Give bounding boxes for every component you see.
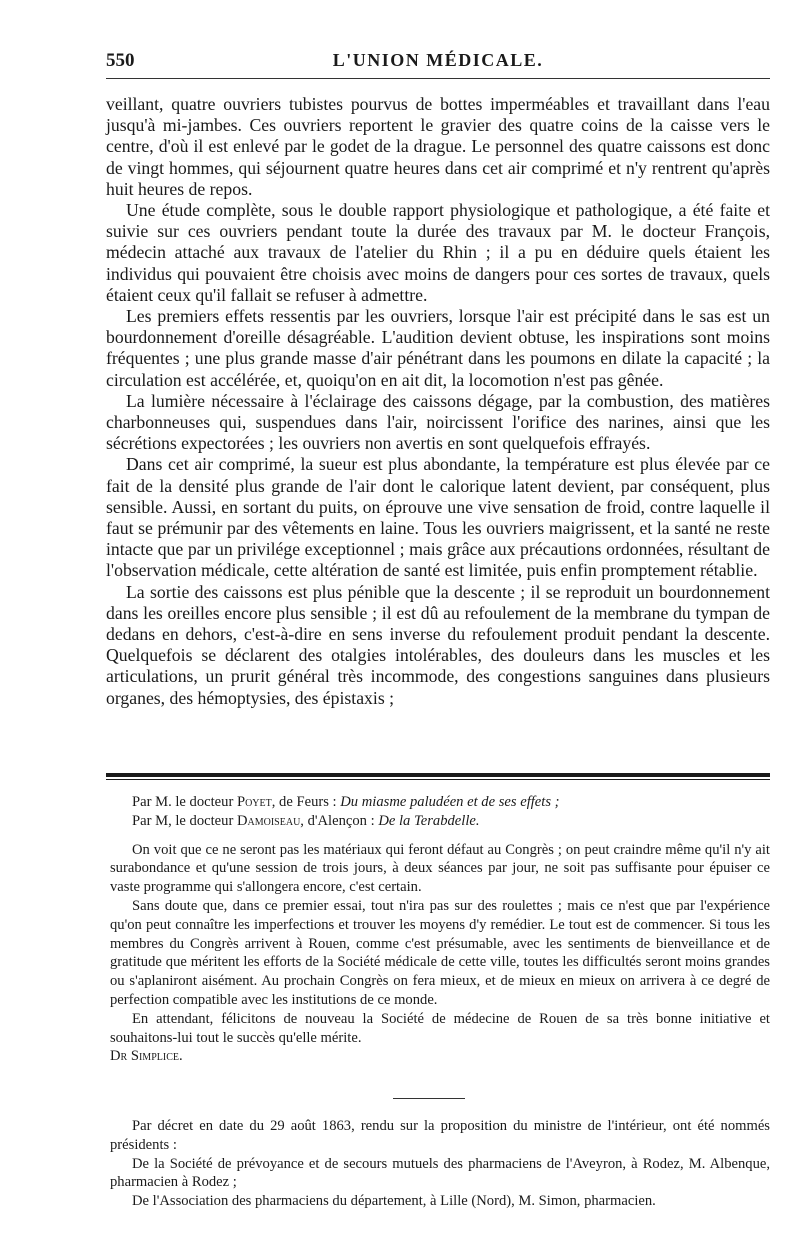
page-number: 550 — [106, 50, 135, 71]
notes-paragraph: Sans doute que, dans ce premier essai, tout n'ira pas sur des roulettes ; mais ce n'est que par l'expérience qu'on peut connaître les imperfections et trouver les moyens d'y remédier. Le tout est de commencer. Si tous les membres du Congrès arrivent à Rouen, comme c'est présumable, avec les sentiments de bienveillance et de gratitude que méritent les efforts de la Société médicale de cette ville, toutes les difficultés seront moins grandes ou s'aplaniront aisément. Au prochain Congrès on fera mieux, et de mieux en mieux on arrivera à ce degré de perfection compatible avec les institutions de ce monde. — [110, 897, 770, 1008]
header-rule — [106, 78, 770, 79]
decree-section — [110, 1117, 770, 1211]
author-name: Poyet — [236, 794, 272, 810]
paper-title: De la Terabdelle. — [378, 812, 480, 829]
paper-title: Du miasme paludéen et de ses effets ; — [340, 794, 560, 810]
separator-rule — [393, 1098, 465, 1099]
spacer — [110, 831, 770, 841]
main-paragraph: La lumière nécessaire à l'éclairage des caissons dégage, par la combustion, des matières charbonneuses qui, suspendues dans l'air, noircissent l'orifice des narines, ainsi que les sécrétions expectorées ; les ouvriers non avertis en sont quelquefois effrayés. — [106, 390, 770, 454]
decree-paragraph: De l'Association des pharmaciens du département, à Lille (Nord), M. Simon, pharmacien. — [132, 1193, 656, 1210]
journal-title: L'UNION MÉDICALE. — [332, 50, 544, 70]
main-article-text — [106, 94, 770, 709]
decree-paragraph: De la Société de prévoyance et de secours mutuels des pharmaciens de l'Aveyron, à Rodez, M. Albenque, pharmacien à Rodez ; — [110, 1155, 770, 1191]
author-name: Damoiseau — [236, 812, 301, 829]
section-rule-thick — [106, 773, 770, 777]
feuilleton-section — [110, 793, 770, 1066]
main-paragraph: Dans cet air comprimé, la sueur est plus abondante, la température est plus élevée par ce fait de la densité plus grande de l'air dont le calorique latent devient, par conséquent, plus sensible. Aussi, en sortant du puits, on éprouve une vive sensation de froid, contre laquelle il faut se prémunir par des vêtements en laine. Tous les ouvriers maigrissent, et la santé ne reste intacte que par un privilége exceptionnel ; mais grâce aux précautions ordonnées, résultant de l'observation médicale, cette altération de santé est limitée, puis enfin promptement rétablie. — [106, 454, 770, 581]
notes-paragraph: On voit que ce ne seront pas les matériaux qui feront défaut au Congrès ; on peut craindre même qu'il n'y ait surabondance et qu'une session de trois jours, à deux séances par jour, ne soit pas suffisante pour épuiser ce vaste programme qui s'allongera encore, c'est certain. — [110, 841, 770, 896]
signature: Dr Simplice. — [110, 1048, 183, 1065]
reference-line: Par M. le docteur Poyet, de Feurs : Du miasme paludéen et de ses effets ; — [132, 794, 560, 810]
running-head — [106, 50, 770, 74]
main-paragraph: La sortie des caissons est plus pénible que la descente ; il se reproduit un bourdonnement dans les oreilles encore plus sensible ; il est dû au refoulement de la membrane du tympan de dedans en dehors, c'est-à-dire en sens inverse du refoulement produit pendant la descente. Quelquefois se déclarent des otalgies intolérables, des douleurs dans les muscles et les articulations, un prurit général très incommode, des congestions sanguines dans plusieurs organes, des hémoptysies, des épistaxis ; — [106, 581, 770, 708]
notes-paragraph: En attendant, félicitons de nouveau la Société de médecine de Rouen de sa très bonne initiative et souhaitons-lui tout le succès qu'elle mérite. — [110, 1010, 770, 1046]
main-paragraph: Les premiers effets ressentis par les ouvriers, lorsque l'air est précipité dans le sas est un bourdonnement d'oreille désagréable. L'audition devient obtuse, les inspirations sont moins fréquentes ; une plus grande masse d'air pénétrant dans les poumons en dilate la capacité ; la circulation est accélérée, et, quoiqu'on en ait dit, la locomotion n'est pas gênée. — [106, 306, 770, 390]
section-rule-thin — [106, 779, 770, 780]
main-paragraph: veillant, quatre ouvriers tubistes pourvus de bottes imperméables et travaillant dans l'eau jusqu'à mi-jambes. Ces ouvriers reportent le gravier des quatre coins de la caisse vers le centre, d'où il est enlevé par le godet de la drague. Le personnel des quatre caissons est donc de vingt hommes, qui séjournent quatre heures dans cet air comprimé et n'y rentrent qu'après huit heures de repos. — [106, 94, 770, 199]
reference-line: Par M, le docteur Damoiseau, d'Alençon : De la Terabdelle. — [132, 812, 480, 829]
main-paragraph: Une étude complète, sous le double rapport physiologique et pathologique, a été faite et suivie sur ces ouvriers pendant toute la durée des travaux par M. le docteur François, médecin attaché aux travaux de l'atelier du Rhin ; il a pu en déduire quels étaient les individus qui pouvaient être choisis avec moins de dangers pour ces sortes de travaux, quels étaient ceux qu'il fallait se refuser à admettre. — [106, 200, 770, 305]
decree-paragraph: Par décret en date du 29 août 1863, rendu sur la proposition du ministre de l'intérieur, ont été nommés présidents : — [110, 1118, 770, 1153]
